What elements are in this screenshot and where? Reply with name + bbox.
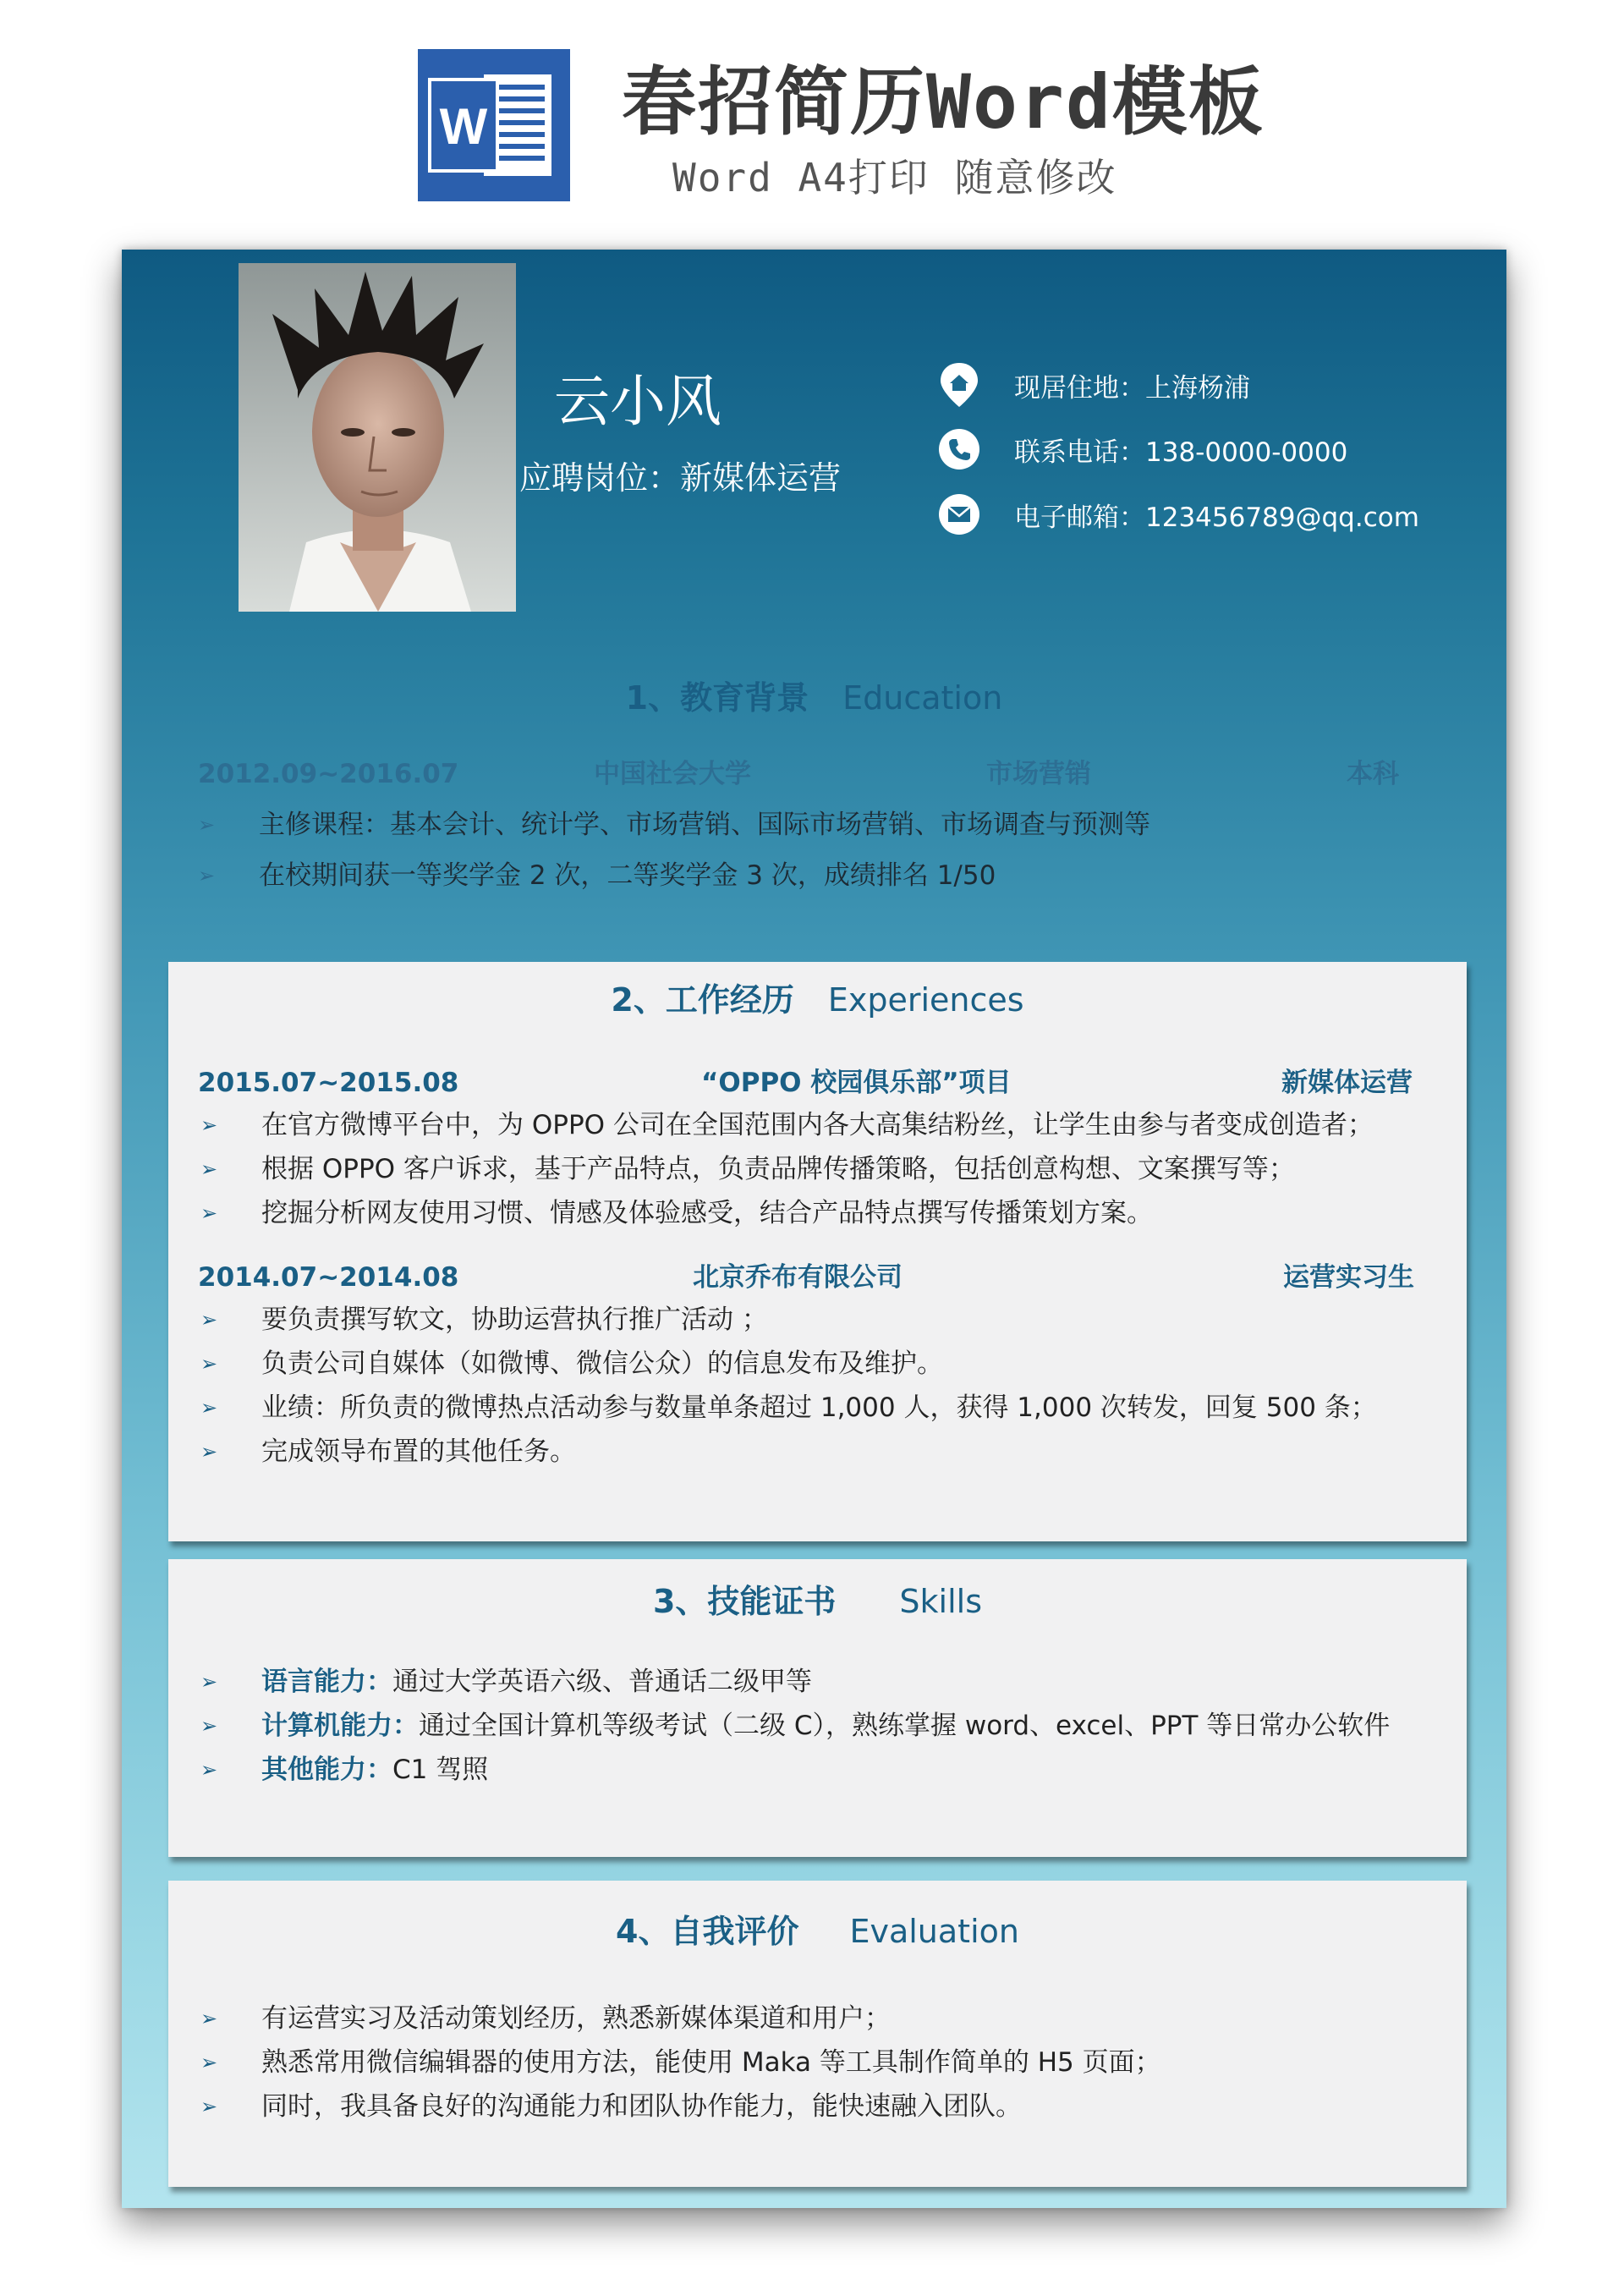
list-item: ➢ 有运营实习及活动策划经历，熟悉新媒体渠道和用户； — [200, 2003, 891, 2034]
list-item: ➢ 挖掘分析网友使用习惯、情感及体验感受，结合产品特点撰写传播策划方案。 — [200, 1198, 1153, 1228]
experience-card — [168, 962, 1467, 1541]
skills-heading: 3、技能证书 Skills — [652, 1583, 983, 1620]
bullet-arrow-icon: ➢ — [200, 2007, 218, 2030]
bullet-arrow-icon: ➢ — [198, 813, 216, 837]
bullet-arrow-icon: ➢ — [198, 864, 216, 887]
list-item: ➢ 同时，我具备良好的沟通能力和团队协作能力，能快速融入团队。 — [200, 2091, 1022, 2122]
skills-card — [168, 1559, 1467, 1857]
candidate-name: 云小风 — [554, 369, 721, 434]
bullet-arrow-icon: ➢ — [200, 1396, 218, 1420]
list-item: ➢ 要负责撰写软文，协助运营执行推广活动 ； — [200, 1305, 768, 1335]
contact-location — [938, 360, 1250, 410]
phone-icon — [938, 428, 980, 470]
education-major: 市场营销 — [986, 759, 1091, 789]
list-item: ➢ 在校期间获一等奖学金 2 次，二等奖学金 3 次，成绩排名 1/50 — [198, 860, 996, 891]
education-period: 2012.09~2016.07 — [198, 759, 459, 789]
bullet-arrow-icon: ➢ — [200, 1352, 218, 1376]
job-role: 运营实习生 — [1283, 1262, 1414, 1293]
bullet-arrow-icon: ➢ — [200, 1440, 218, 1464]
bullet-arrow-icon: ➢ — [200, 1157, 218, 1181]
word-logo-icon — [418, 49, 570, 201]
envelope-icon — [938, 493, 980, 536]
bullet-arrow-icon: ➢ — [200, 2051, 218, 2074]
evaluation-card — [168, 1881, 1467, 2187]
applied-position: 应聘岗位：新媒体运营 — [519, 459, 842, 497]
job-period: 2015.07~2015.08 — [198, 1068, 459, 1098]
contact-email-text: 电子邮箱：123456789@qq.com — [1014, 502, 1419, 533]
list-item: ➢ 业绩：所负责的微博热点活动参与数量单条超过 1,000 人，获得 1,000 次转发，回复 500 条； — [200, 1392, 1377, 1423]
list-item: ➢ 主修课程：基本会计、统计学、市场营销、国际市场营销、市场调查与预测等 — [198, 810, 1150, 840]
profile-photo — [239, 263, 516, 612]
education-degree: 本科 — [1347, 759, 1399, 789]
bullet-arrow-icon: ➢ — [200, 1758, 218, 1782]
contact-location-text: 现居住地：上海杨浦 — [1014, 372, 1250, 404]
experience-heading: 2、工作经历 Experiences — [611, 981, 1024, 1019]
job-organization: 北京乔布有限公司 — [693, 1262, 903, 1293]
list-item: ➢ 完成领导布置的其他任务。 — [200, 1436, 576, 1467]
evaluation-heading: 4、自我评价 Evaluation — [616, 1913, 1019, 1950]
location-pin-icon — [938, 364, 980, 406]
list-item: ➢ 熟悉常用微信编辑器的使用方法，能使用 Maka 等工具制作简单的 H5 页面； — [200, 2047, 1161, 2078]
list-item: ➢ 计算机能力：通过全国计算机等级考试（二级 C），熟练掌握 word、excel、PPT 等日常办公软件 — [200, 1711, 1391, 1741]
list-item: ➢ 语言能力：通过大学英语六级、普通话二级甲等 — [200, 1667, 812, 1697]
job-period: 2014.07~2014.08 — [198, 1262, 459, 1293]
list-item: ➢ 在官方微博平台中，为 OPPO 公司在全国范围内各大高集结粉丝，让学生由参与者变成创造者； — [200, 1110, 1374, 1140]
svg-text:W: W — [439, 98, 488, 155]
list-item: ➢ 根据 OPPO 客户诉求，基于产品特点，负责品牌传播策略，包括创意构想、文案撰写等； — [200, 1154, 1295, 1184]
bullet-arrow-icon: ➢ — [200, 2095, 218, 2118]
education-school: 中国社会大学 — [594, 759, 751, 789]
list-item: ➢ 其他能力：C1 驾照 — [200, 1755, 489, 1785]
job-role: 新媒体运营 — [1281, 1068, 1413, 1098]
resume-page — [122, 250, 1506, 2208]
banner-subtitle: Word A4打印 随意修改 — [672, 155, 1117, 200]
list-item: ➢ 负责公司自媒体（如微博、微信公众）的信息发布及维护。 — [200, 1348, 943, 1379]
bullet-arrow-icon: ➢ — [200, 1201, 218, 1225]
bullet-arrow-icon: ➢ — [200, 1308, 218, 1332]
banner-title: 春招简历Word模板 — [622, 58, 1265, 146]
job-organization: “OPPO 校园俱乐部”项目 — [701, 1068, 1012, 1098]
education-heading: 1、教育背景 Education — [625, 679, 1003, 717]
contact-phone — [938, 424, 1347, 475]
bullet-arrow-icon: ➢ — [200, 1670, 218, 1694]
bullet-arrow-icon: ➢ — [200, 1113, 218, 1137]
bullet-arrow-icon: ➢ — [200, 1714, 218, 1738]
contact-phone-text: 联系电话：138-0000-0000 — [1014, 437, 1348, 468]
contact-email — [938, 489, 1419, 540]
